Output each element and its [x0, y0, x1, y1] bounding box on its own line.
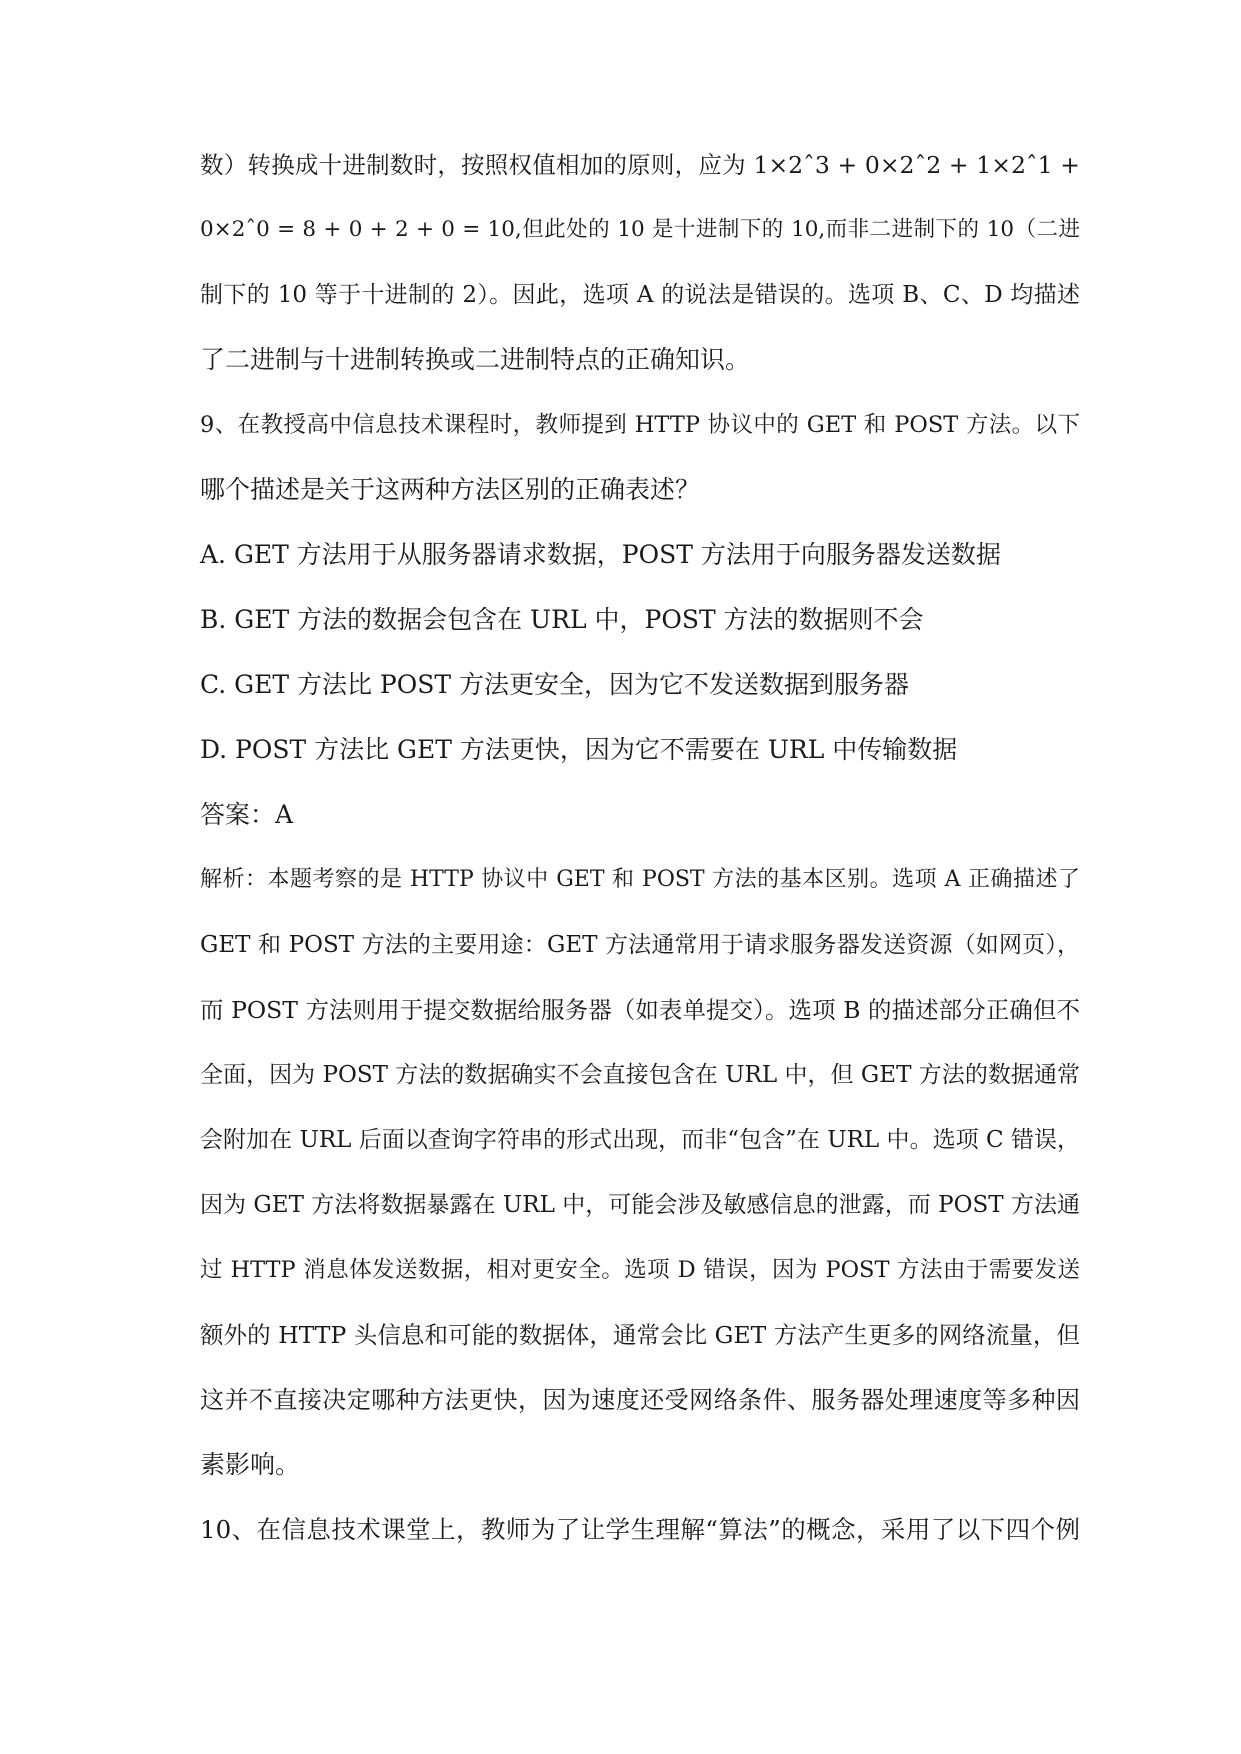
option-b: B. GET 方法的数据会包含在 URL 中，POST 方法的数据则不会 [200, 605, 924, 634]
text-line-2: 0×2ˆ0 = 8 + 0 + 2 + 0 = 10,但此处的 10 是十进制下的 10,而非二进制下的 10（二进 [200, 217, 1080, 242]
analysis-line-4: 全面，因为 POST 方法的数据确实不会直接包含在 URL 中，但 GET 方法的数据通常 [200, 1062, 1080, 1088]
analysis-line-9: 这并不直接决定哪种方法更快，因为速度还受网络条件、服务器处理速度等多种因 [200, 1386, 1080, 1414]
option-d: D. POST 方法比 GET 方法更快，因为它不需要在 URL 中传输数据 [200, 735, 958, 764]
analysis-line-7: 过 HTTP 消息体发送数据，相对更安全。选项 D 错误，因为 POST 方法由于需要发送 [200, 1257, 1080, 1283]
analysis-line-2: GET 和 POST 方法的主要用途：GET 方法通常用于请求服务器发送资源（如网页）， [200, 932, 1080, 958]
option-c: C. GET 方法比 POST 方法更安全，因为它不发送数据到服务器 [200, 670, 909, 699]
answer: 答案：A [200, 800, 294, 829]
analysis-line-10: 素影响。 [200, 1450, 301, 1479]
text-line-3: 制下的 10 等于十进制的 2）。因此，选项 A 的说法是错误的。选项 B、C、D 均描述 [200, 282, 1080, 308]
analysis-line-6: 因为 GET 方法将数据暴露在 URL 中，可能会涉及敏感信息的泄露，而 POST 方法通 [200, 1192, 1080, 1218]
text-line-4: 了二进制与十进制转换或二进制特点的正确知识。 [200, 345, 751, 374]
question-9-line-2: 哪个描述是关于这两种方法区别的正确表述？ [200, 475, 701, 504]
analysis-line-8: 额外的 HTTP 头信息和可能的数据体，通常会比 GET 方法产生更多的网络流量，但 [200, 1321, 1080, 1349]
text-line-1: 数）转换成十进制数时，按照权值相加的原则，应为 1×2ˆ3 + 0×2ˆ2 + 1×2ˆ1 + [200, 151, 1080, 179]
analysis-line-3: 而 POST 方法则用于提交数据给服务器（如表单提交）。选项 B 的描述部分正确但不 [200, 996, 1080, 1024]
analysis-line-1: 解析：本题考察的是 HTTP 协议中 GET 和 POST 方法的基本区别。选项 A 正确描述了 [200, 867, 1080, 892]
analysis-line-5: 会附加在 URL 后面以查询字符串的形式出现，而非“包含”在 URL 中。选项 C 错误， [200, 1127, 1080, 1153]
option-a: A. GET 方法用于从服务器请求数据，POST 方法用于向服务器发送数据 [200, 540, 1001, 569]
question-9-line-1: 9、在教授高中信息技术课程时，教师提到 HTTP 协议中的 GET 和 POST 方法。以下 [200, 412, 1080, 438]
question-10-line-1: 10、在信息技术课堂上，教师为了让学生理解“算法”的概念，采用了以下四个例 [200, 1515, 1080, 1544]
